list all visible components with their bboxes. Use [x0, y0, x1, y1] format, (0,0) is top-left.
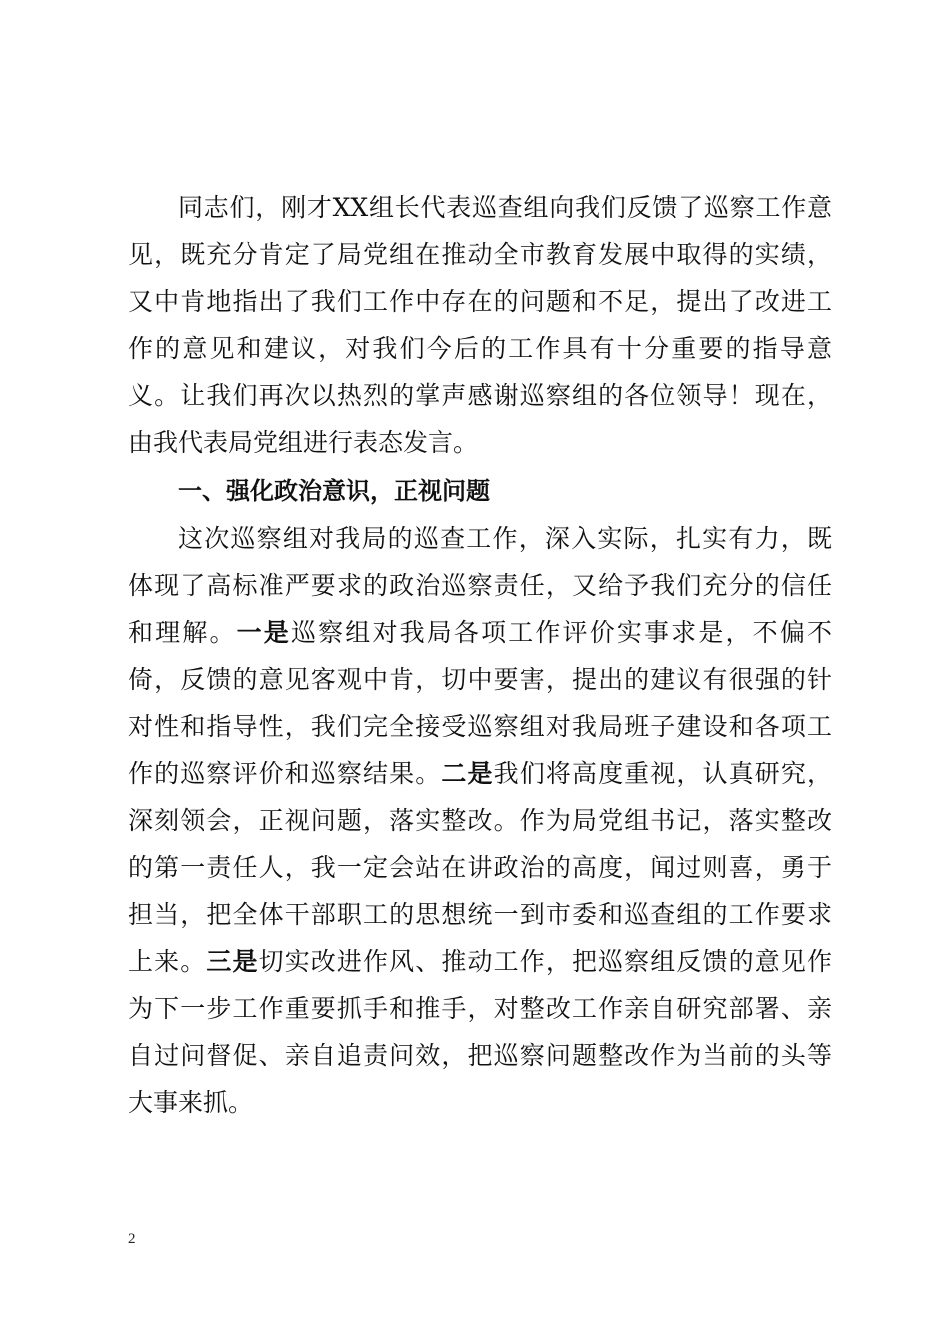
bold-marker: 三是 [206, 947, 259, 976]
paragraph-line: 大事来抓。 [128, 1088, 254, 1117]
paragraph-line: 自过问督促、亲自追责问效，把巡察问题整改作为当前的头等 [128, 1041, 832, 1070]
paragraph-line: 又中肯地指出了我们工作中存在的问题和不足，提出了改进工 [128, 287, 832, 316]
page-number: 2 [128, 1231, 136, 1247]
paragraph-line [128, 750, 832, 797]
paragraph-opening [128, 184, 832, 466]
section-heading: 一、强化政治意识，正视问题 [178, 477, 490, 505]
paragraph-line: 为下一步工作重要抓手和推手，对整改工作亲自研究部署、亲 [128, 994, 832, 1023]
paragraph-line: 倚，反馈的意见客观中肯，切中要害，提出的建议有很强的针 [128, 665, 832, 694]
paragraph-line: 这次巡察组对我局的巡查工作，深入实际，扎实有力，既 [178, 524, 832, 553]
text-run: 和理解。 [128, 618, 237, 647]
bold-marker: 二是 [441, 759, 494, 788]
bold-marker: 一是 [236, 618, 291, 647]
paragraph-line: 的第一责任人，我一定会站在讲政治的高度，闻过则喜，勇于 [128, 853, 832, 882]
paragraph-line: 作的意见和建议，对我们今后的工作具有十分重要的指导意 [128, 334, 832, 363]
paragraph-line: 对性和指导性，我们完全接受巡察组对我局班子建设和各项工 [128, 712, 832, 741]
text-run: 切实改进作风、推动工作，把巡察组反馈的意见作 [258, 947, 832, 976]
paragraph-line [128, 938, 832, 985]
text-run: 作的巡察评价和巡察结果。 [128, 759, 442, 788]
text-run: 我们将高度重视，认真研究， [493, 759, 832, 788]
paragraph-section-1 [128, 515, 832, 1126]
paragraph-line: 体现了高标准严要求的政治巡察责任，又给予我们充分的信任 [128, 571, 832, 600]
text-run: 巡察组对我局各项工作评价实事求是，不偏不 [290, 618, 832, 647]
document-body [128, 184, 832, 1126]
paragraph-line [128, 609, 832, 656]
paragraph-line: 深刻领会，正视问题，落实整改。作为局党组书记，落实整改 [128, 806, 832, 835]
text-run: 上来。 [128, 947, 207, 976]
paragraph-line: 见，既充分肯定了局党组在推动全市教育发展中取得的实绩， [128, 240, 832, 269]
paragraph-line: 义。让我们再次以热烈的掌声感谢巡察组的各位领导！现在， [128, 381, 832, 410]
paragraph-line: 由我代表局党组进行表态发言。 [128, 428, 479, 457]
paragraph-line: 担当，把全体干部职工的思想统一到市委和巡查组的工作要求 [128, 900, 832, 929]
paragraph-line: 同志们，刚才XX组长代表巡查组向我们反馈了巡察工作意 [178, 193, 832, 222]
